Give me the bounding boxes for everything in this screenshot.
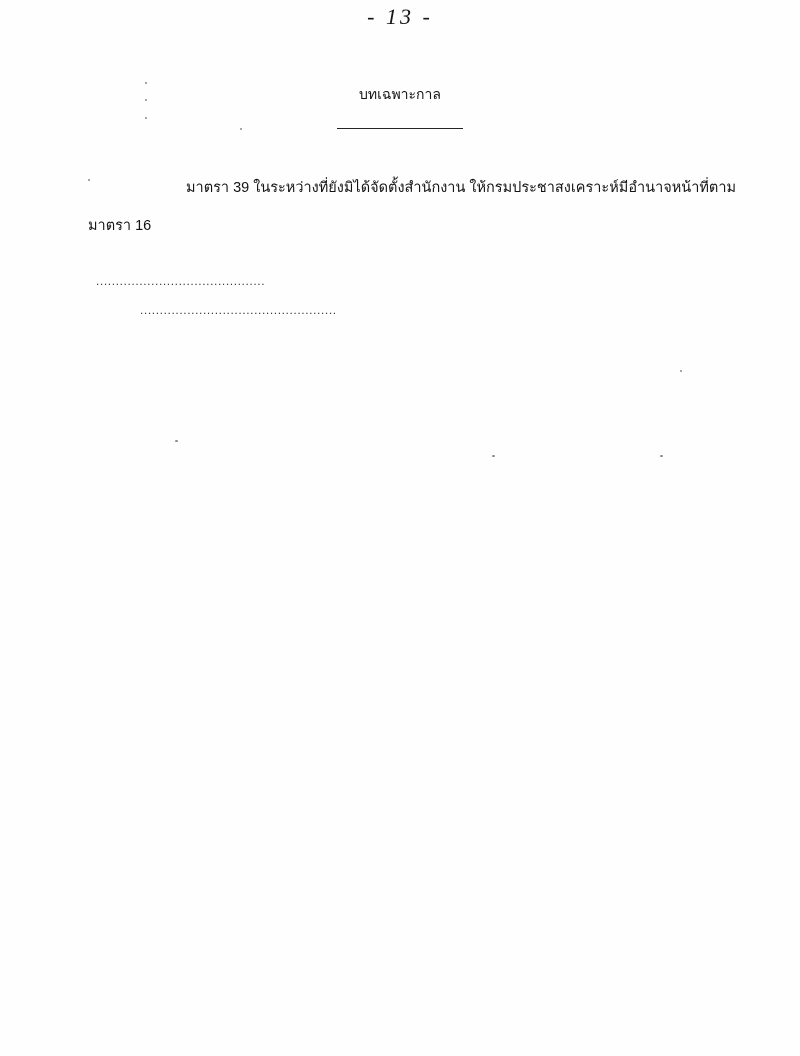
paragraph-line-2: มาตรา 16 [88, 218, 152, 234]
dotted-line-1: ........................................... [96, 274, 266, 288]
body-paragraph [88, 170, 742, 244]
page-number: - 13 - [367, 4, 433, 29]
scan-speck [175, 440, 178, 442]
scan-speck [145, 82, 147, 84]
scan-speck [145, 99, 147, 101]
scan-speck [660, 455, 663, 457]
heading-divider [337, 128, 463, 129]
scan-speck [680, 370, 682, 372]
scan-speck [240, 128, 242, 130]
scan-speck [145, 117, 147, 119]
scan-speck [88, 179, 90, 181]
paragraph-line-1: มาตรา 39 ในระหว่างที่ยังมิได้จัดตั้งสำนักงาน ให้กรมประชาสงเคราะห์มีอำนาจหน้าที่ตาม [186, 180, 737, 196]
dotted-line-2: .................................................. [140, 303, 337, 317]
chapter-heading: บทเฉพาะกาล [359, 86, 441, 102]
scan-speck [492, 455, 495, 457]
